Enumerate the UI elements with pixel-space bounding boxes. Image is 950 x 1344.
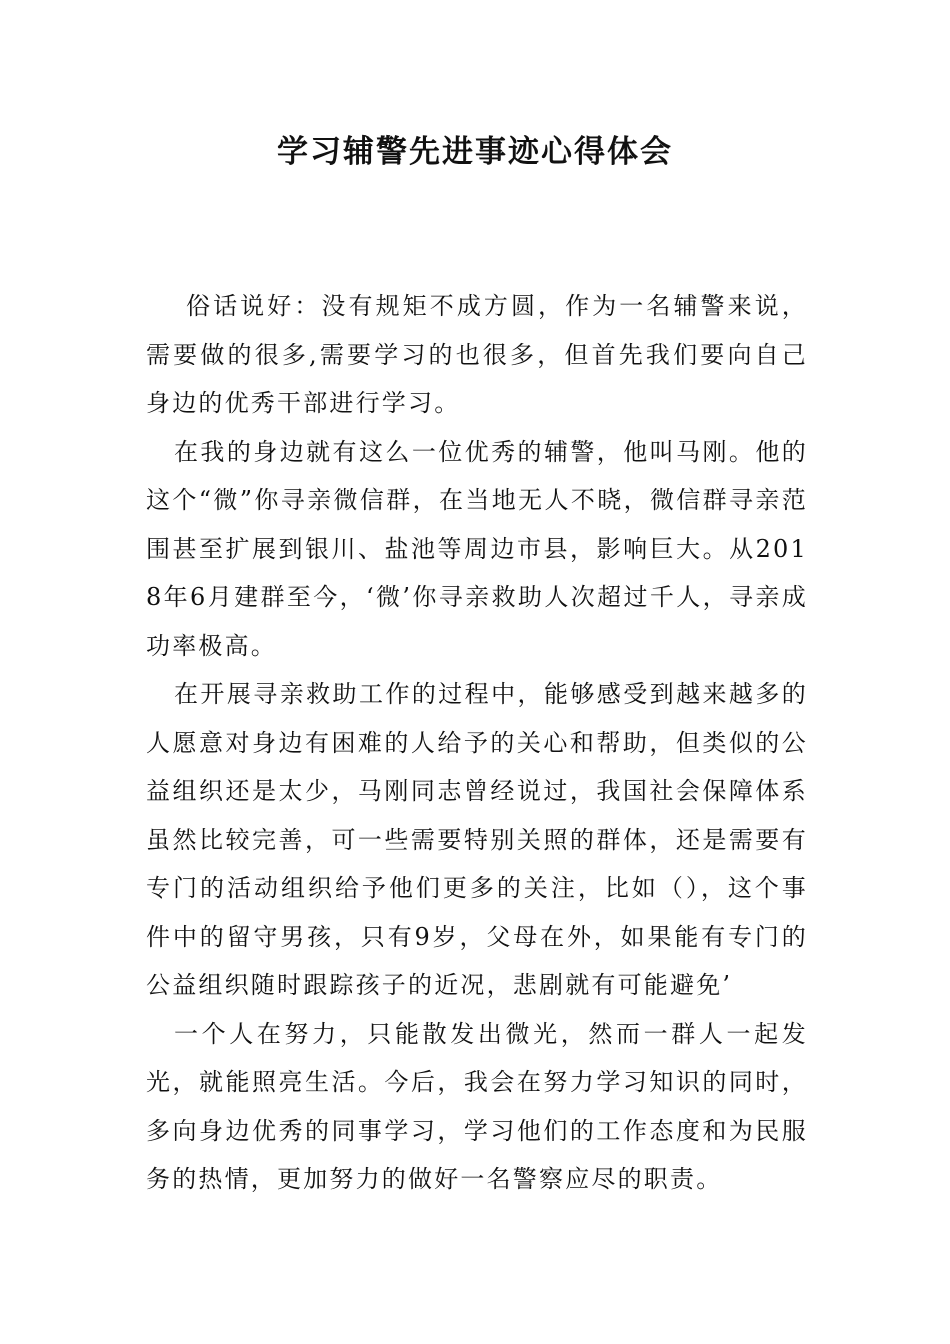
paragraph-3: 在开展寻亲救助工作的过程中，能够感受到越来越多的人愿意对身边有困难的人给予的关心和帮助，但类似的公益组织还是太少，马刚同志曾经说过，我国社会保障体系虽然比较完善，可一些需要特别关照的群体，还是需要有专门的活动组织给予他们更多的关注，比如（），这个事件中的留守男孩，只有9岁，父母在外，如果能有专门的公益组织随时跟踪孩子的近况，悲剧就有可能避免’ bbox=[146, 680, 808, 999]
paragraph-2: 在我的身边就有这么一位优秀的辅警，他叫马刚。他的这个“微”你寻亲微信群，在当地无人不晓，微信群寻亲范围甚至扩展到银川、盐池等周边市县，影响巨大。从2018年6月建群至今，‘微’你寻亲救助人次超过千人，寻亲成功率极高。 bbox=[146, 437, 808, 660]
paragraph-1: 俗话说好：没有规矩不成方圆，作为一名辅警来说，需要做的很多,需要学习的也很多，但首先我们要向自己身边的优秀干部进行学习。 bbox=[146, 292, 808, 417]
paragraph-4: 一个人在努力，只能散发出微光，然而一群人一起发光，就能照亮生活。今后，我会在努力学习知识的同时，多向身边优秀的同事学习，学习他们的工作态度和为民服务的热情，更加努力的做好一名警察应尽的职责。 bbox=[146, 1019, 808, 1193]
document-title: 学习辅警先进事迹心得体会 bbox=[277, 134, 673, 170]
document-body bbox=[146, 282, 808, 1204]
